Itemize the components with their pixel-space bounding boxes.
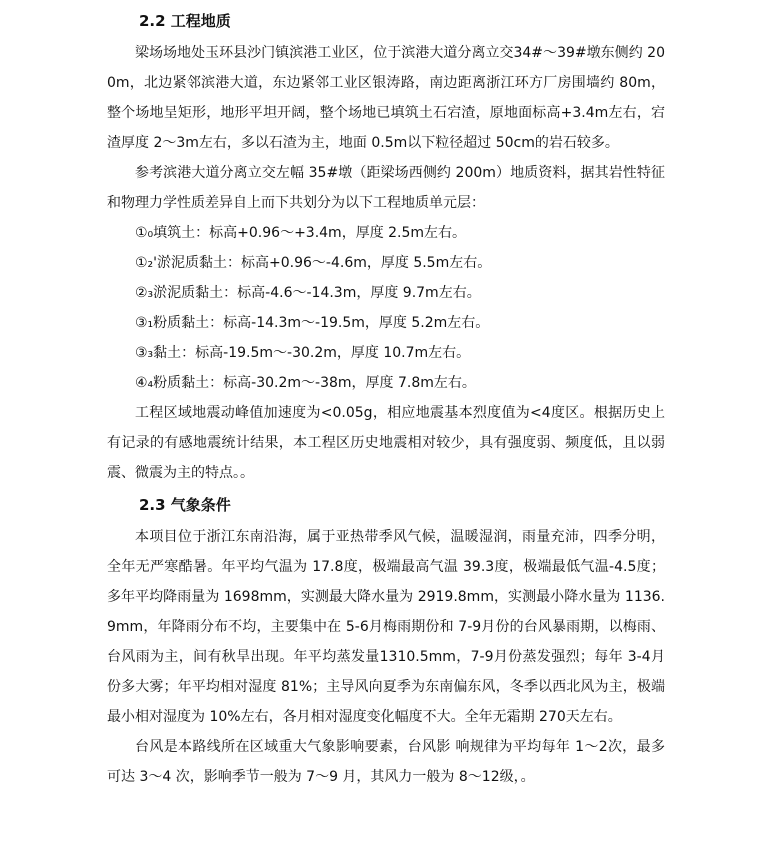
- geology-paragraph-site: 梁场场地处玉环县沙门镇滨港工业区，位于滨港大道分离立交34#～39#墩东侧约 200m，北边紧邻滨港大道，东边紧邻工业区银涛路，南边距离浙江环方厂房围墙约 80m，整个场地呈矩形，地形平坦开阔，整个场地已填筑土石宕渣，原地面标高+3.4m左右，宕渣厚度 2～3m左右，多以石渣为主，地面 0.5m以下粒径超过 50cm的岩石较多。: [107, 45, 665, 151]
- soil-layer-item: ③₁粉质黏土：标高-14.3m～-19.5m，厚度 5.2m左右。: [135, 315, 490, 331]
- soil-layer-list: [107, 218, 665, 398]
- soil-layer-item: ④₄粉质黏土：标高-30.2m～-38m，厚度 7.8m左右。: [135, 375, 476, 391]
- weather-paragraph-climate: 本项目位于浙江东南沿海，属于亚热带季风气候，温暖湿润，雨量充沛，四季分明，全年无严寒酷暑。年平均气温为 17.8度，极端最高气温 39.3度，极端最低气温-4.5度；多年平均降雨量为 1698mm，实测最大降水量为 2919.8mm，实测最小降水量为 1136.9mm，年降雨分布不均，主要集中在 5-6月梅雨期份和 7-9月份的台风暴雨期，以梅雨、台风雨为主，间有秋旱出现。年平均蒸发量1310.5mm，7-9月份蒸发强烈；每年 3-4月份多大雾；年平均相对湿度 81%；主导风向夏季为东南偏东风，冬季以西北风为主，极端最小相对湿度为 10%左右，各月相对湿度变化幅度不大。全年无霜期 270天左右。: [107, 529, 665, 725]
- soil-layer-item: ①₀填筑土：标高+0.96～+3.4m，厚度 2.5m左右。: [135, 225, 467, 241]
- geology-paragraph-reference: 参考滨港大道分离立交左幅 35#墩（距梁场西侧约 200m）地质资料，据其岩性特征和物理力学性质差异自上而下共划分为以下工程地质单元层：: [107, 165, 665, 211]
- section-heading-weather: 2.3 气象条件: [139, 496, 231, 514]
- soil-layer-item: ②₃淤泥质黏土：标高-4.6～-14.3m，厚度 9.7m左右。: [135, 285, 481, 301]
- weather-paragraph-typhoon: 台风是本路线所在区域重大气象影响要素，台风影 响规律为平均每年 1～2次，最多可达 3～4 次，影响季节一般为 7～9 月，其风力一般为 8～12级，。: [107, 739, 665, 785]
- geology-paragraph-seismic: 工程区域地震动峰值加速度为<0.05g，相应地震基本烈度值为<4度区。根据历史上有记录的有感地震统计结果，本工程区历史地震相对较少，具有强度弱、频度低，且以弱震、微震为主的特点。。: [107, 405, 665, 481]
- soil-layer-item: ①₂'淤泥质黏土：标高+0.96～-4.6m，厚度 5.5m左右。: [135, 255, 492, 271]
- soil-layer-item: ③₃黏土：标高-19.5m～-30.2m，厚度 10.7m左右。: [135, 345, 471, 361]
- section-heading-geology: 2.2 工程地质: [139, 12, 231, 30]
